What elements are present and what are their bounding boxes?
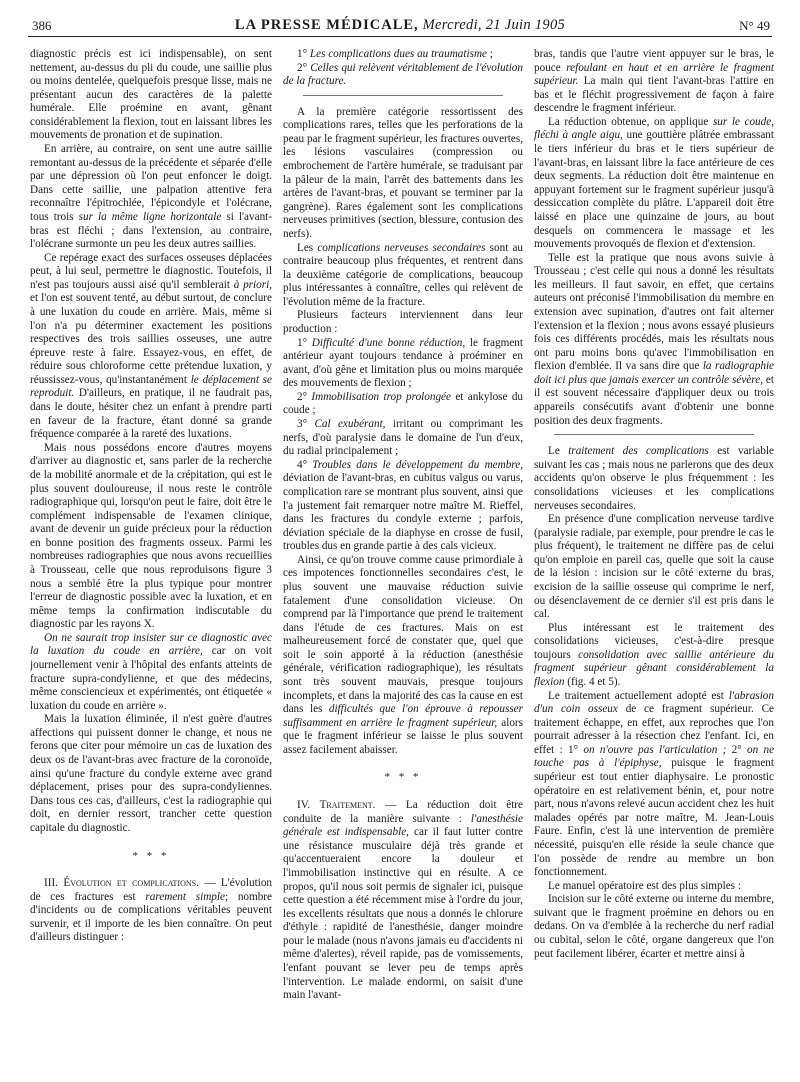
divider — [303, 95, 503, 96]
paragraph: Ainsi, ce qu'on trouve comme cause primordiale à ces impotences fonctionnelles secondaires c'est, le plus souvent une mauvaise réduction suivie fatalement d'une consolidation vicieuse. On comprend par là l'importance que prend le traitement dans l'étude de ces fractures. Mais on est malheureusement forcé de constater que, quel que soit le soin apporté à la réduction (anesthésie générale, vérification radiographique), les résultats sont très souvent mauvais, presque toujours incomplets, et dans la majorité des cas la cause en est dans les difficultés que l'on éprouve à repousser suffisamment en arrière le fragment supérieur, alors que le fragment inférieur se laisse le plus souvent assez facilement abaisser. — [283, 553, 523, 756]
column-2 — [283, 48, 523, 1072]
paragraph: Le traitement actuellement adopté est l'abrasion d'un coin osseux de ce fragment supérieur. Ce traitement échappe, en effet, aux reproches que l'on pourrait adresser à la résection chez l'enfant. Ici, en effet : 1° on n'ouvre pas l'articulation ; 2° on ne touche pas à l'épiphyse, puisque le fragment supérieur est tout entier diaphysaire. Le pronostic opératoire en est relativement bénin, et, pour notre part, nous n'avons relevé aucun accident chez les huit malades opérés par notre maître, M. Jean-Louis Faure. Enfin, c'est là une intervention de première nécessité, puisqu'en elle réside la seule chance que l'on possède de rendre au membre un bon fonctionnement. — [534, 689, 774, 879]
section-heading-paragraph: IV. Traitement. — La réduction doit être conduite de la manière suivante : l'anesthésie générale est indispensable, car il faut lutter contre une résistance musculaire déjà très grande et qu'accentueraient encore la douleur et l'immobilisation instinctive qui en résulte. A ce propos, qu'il nous soit permis de signaler ici, puisque cette question a été récemment mise à l'ordre du jour, les excellents résultats que nous a donnés le chlorure d'éthyle : rapidité de l'anesthésie, danger moindre pour le malade (nous n'avons jamais eu d'accidents ni même d'alertes), réveil rapide, pas de vomissements, l'enfant pouvant se lever peu de temps après l'intervention. Le malade endormi, on saisit d'une main l'avant- — [283, 799, 523, 1002]
running-title — [28, 17, 772, 34]
list-item: 2° Celles qui relèvent véritablement de l'évolution de la fracture. — [283, 61, 523, 88]
issue-number: N° 49 — [739, 18, 770, 33]
column-3 — [534, 48, 774, 1072]
column-1 — [30, 48, 272, 1072]
paragraph: Mais nous possédons encore d'autres moyens d'arriver au diagnostic et, sans parler de la recherche de la mobilité anormale et de la crépitation, qui est le plus souvent douloureuse, il nous reste le contrôle radiographique qui, lorsqu'on peut le faire, doit être le complément indispensable de l'examen clinique, avant de devenir un guide précieux pour la réduction en bonne position des fragments osseux. Parmi les nombreuses radiographies que nous avons recueillies à Trousseau, celle que nous reproduisons figure 3 nous a semblé être la plus typique pour montrer l'erreur de diagnostic possible avec la luxation, et en même temps la confirmation indiscutable du diagnostic par les rayons X. — [30, 441, 272, 631]
paragraph: En présence d'une complication nerveuse tardive (paralysie radiale, par exemple, pour prendre le cas le plus fréquent), le traitement ne diffère pas de celui qu'on emploie en pareil cas, quelle que soit la cause de la lésion : incision sur le côté externe du bras, excision de la saillie osseuse qui comprime le nerf, ou désenclavement de ce dernier s'il est pris dans le cal. — [534, 513, 774, 621]
section-separator: * * * — [132, 849, 170, 862]
paragraph: On ne saurait trop insister sur ce diagnostic avec la luxation du coude en arrière, car on voit journellement venir à l'hôpital des enfants atteints de fracture supra-condylienne, et que des médecins, même consciencieux et expérimentés, ont étiquetée « luxation du coude en arrière ». — [30, 631, 272, 712]
paragraph: Plus intéressant est le traitement des consolidations vicieuses, c'est-à-dire presque toujours consolidation avec saillie antérieure du fragment supérieur gênant considérablement la flexion (fig. 4 et 5). — [534, 621, 774, 689]
list-item: 3° Cal exubérant, irritant ou comprimant les nerfs, d'où paralysie dans le domaine de l'un d'eux, du radial principalement ; — [283, 418, 523, 458]
paragraph: A la première catégorie ressortissent des complications rares, telles que les perforations de la peau par le fragment supérieur, les fractures ouvertes, les lésions vasculaires (compression ou embrochement de l'artère humérale, se traduisant par la pâleur de la main, l'arrêt des battements dans les artères de l'avant-bras, et pouvant se terminer par la gangrène). Rares également sont les complications nerveuses primitives (section, blessure, contusion des nerfs). — [283, 105, 523, 240]
paragraph: Plusieurs facteurs interviennent dans leur production : — [283, 309, 523, 335]
paragraph: Les complications nerveuses secondaires sont au contraire beaucoup plus fréquentes, et rentrent dans la deuxième catégorie de complications, beaucoup plus intéressantes à connaître, celles qui relèvent de l'évolution même de la fracture. — [283, 241, 523, 308]
paragraph: Mais la luxation éliminée, il n'est guère d'autres affections qui puissent donner le change, et nous ne ferons que citer pour mémoire un cas de luxation des deux os de l'avant-bras avec fracture de la coronoïde, ainsi qu'une fracture du condyle externe avec grand déplacement, prises pour des supra-condyliennes. Dans tous ces cas, d'ailleurs, c'est la radiographie qui doit, en dernier ressort, trancher cette question capitale du diagnostic. — [30, 713, 272, 834]
paragraph: La réduction obtenue, on applique sur le coude, fléchi à angle aigu, une gouttière plâtrée embrassant le tiers inférieur du bras et le tiers supérieur de l'avant-bras, en laissant libre la face antérieure de ces deux segments. La réduction doit être maintenue en appuyant fortement sur le fragment supérieur jusqu'à dessiccation complète du plâtre. L'appareil doit être laissé en place une quinzaine de jours, au bout desquels on commencera le massage et les mouvements provoqués de flexion et d'extension. — [534, 115, 774, 251]
paragraph: En arrière, au contraire, on sent une autre saillie remontant au-dessus de la précédente et séparée d'elle par une dépression où l'on peut enfoncer le doigt. Dans cette saillie, une palpation attentive fera reconnaître l'épitrochlée, l'épicondyle et l'olécrane, tous trois sur la même ligne horizontale si l'avant-bras est fléchi ; dans l'extension, au contraire, l'olécrane surmonte un peu les deux autres saillies. — [30, 143, 272, 251]
paragraph: Incision sur le côté externe ou interne du membre, suivant que le fragment proémine en dehors ou en dedans. On va d'emblée à la recherche du nerf radial ou cubital, selon le côté, organe dangereux que l'on peut facilement libérer, écarter et mettre ainsi à — [534, 893, 774, 960]
section-heading: IV. Traitement. — [297, 799, 376, 812]
paragraph: Telle est la pratique que nous avons suivie à Trousseau ; c'est celle qui nous a donné les résultats les meilleurs. Il faut savoir, en effet, que certains auteurs ont préconisé l'immobilisation du membre en extension avec supination, d'autres ont fait alterner l'extension et la flexion ; nous avons essayé plusieurs fois ces différents procédés, mais les résultats nous ont paru moins bons qu'avec l'immobilisation en flexion d'emblée. Il va sans dire que la radiographie doit ici plus que jamais exercer un contrôle sévère, et il est souvent nécessaire d'appliquer deux ou trois appareils consécutifs avant d'obtenir une bonne position des deux fragments. — [534, 251, 774, 427]
page-number: 386 — [32, 18, 52, 33]
list-item: 1° Difficulté d'une bonne réduction, le fragment antérieur ayant toujours tendance à proéminer en avant, d'où gêne et limitation plus ou moins marquée des mouvements de flexion ; — [283, 336, 523, 390]
list-item: 4° Troubles dans le développement du membre, déviation de l'avant-bras, en cubitus valgus ou varus, complication rare se montrant plus souvent, ainsi que l'a justement fait remarquer notre maître M. Rieffel, dans les fractures du condyle externe ; parfois, déviation spéciale de la diaphyse en crosse de fusil, troubles dus en grande partie à des cals vicieux. — [283, 458, 523, 553]
journal-name: LA PRESSE MÉDICALE, — [234, 17, 419, 33]
page-header — [28, 14, 772, 37]
list-item: 1° Les complications dues au traumatisme ; — [297, 48, 493, 60]
paragraph: Ce repérage exact des surfaces osseuses déplacées peut, à lui seul, permettre le diagnostic. Toutefois, il n'est pas toujours aussi aisé qu'il semblerait à priori, et l'on est souvent tenté, au début surtout, de conclure à une luxation du coude en arrière. Mais, même si l'on n'a pu déterminer exactement les positions respectives des trois saillies osseuses, une autre épreuve reste à faire. Essayez-vous, en effet, de réduire sous chloroforme cette prétendue luxation, y réussissez-vous, qu'instantanément le déplacement se reproduit. D'ailleurs, en pratique, il ne faudrait pas, dans le doute, hésiter chez un enfant à prendre parti en faveur de la fracture, étant donné sa grande fréquence comparée à la rareté des luxations. — [30, 251, 272, 441]
paragraph: Le manuel opératoire est des plus simples : — [548, 879, 741, 892]
divider — [554, 434, 754, 435]
section-heading-paragraph: III. Évolution et complications. — L'évolution de ces fractures est rarement simple; nombre d'incidents ou de complications véritables peuvent survenir, et il importe de les bien connaître. On peut d'ailleurs distinguer : — [30, 877, 272, 944]
paragraph: bras, tandis que l'autre vient appuyer sur le bras, le pouce refoulant en haut et en arrière le fragment supérieur. La main qui tient l'avant-bras l'attire en bas et le fléchit progressivement de façon à faire descendre le fragment inférieur. — [534, 48, 774, 115]
paragraph: diagnostic précis est ici indispensable), on sent nettement, au-dessus du pli du coude, une saillie plus ou moins dentelée, quelquefois presque lisse, mais ne présentant aucun des caractères de la palette humérale. Elle proémine en avant, gênant considérablement la flexion, tout en laissant libres les mouvements de pronation et de supination. — [30, 48, 272, 142]
issue-date: Mercredi, 21 Juin 1905 — [422, 17, 566, 33]
section-separator: * * * — [384, 771, 422, 784]
paragraph: Le traitement des complications est variable suivant les cas ; mais nous ne parlerons que des deux accidents qu'on observe le plus fréquemment : les consolidations vicieuses et les complications nerveuses secondaires. — [534, 445, 774, 512]
section-heading: III. Évolution et complications. — [44, 877, 199, 890]
list-item: 2° Immobilisation trop prolongée et ankylose du coude ; — [283, 390, 523, 417]
